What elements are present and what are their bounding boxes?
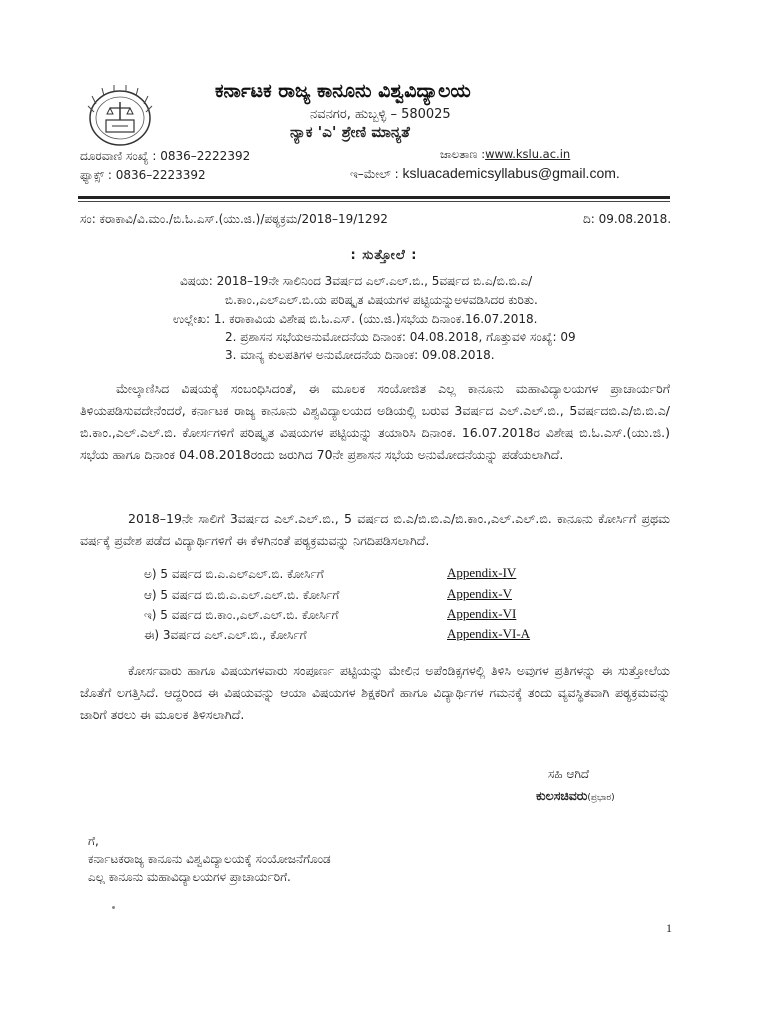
body-paragraph-1: ಮೇಲ್ಕಾಣಿಸಿದ ವಿಷಯಕ್ಕೆ ಸಂಬಂಧಿಸಿದಂತೆ, ಈ ಮೂಲಕ ಸಂಯೋಜಿತ ಎಲ್ಲ ಕಾನೂನು ಮಹಾವಿದ್ಯಾಲಯಗಳ ಪ್ರಾಚಾರ್ಯರಿಗೆ ತಿಳಿಯಪಡಿಸುವದೇನೆಂದರೆ, ಕರ್ನಾಟಕ ರಾಜ್ಯ ಕಾನೂನು ವಿಶ್ವವಿದ್ಯಾಲಯದ ಅಡಿಯಲ್ಲಿ ಬರುವ 3ವರ್ಷದ ಎಲ್.ಎಲ್.ಬಿ., 5ವರ್ಷದಬಿ.ಎ/ಬಿ.ಬಿ.ಎ/ಬಿ.ಕಾಂ.,ಎಲ್.ಎಲ್.ಬಿ. ಕೋರ್ಸಗಳಿಗೆ ಪರಿಷ್ಕೃತ ವಿಷಯಗಳ ಪಟ್ಟಿಯನ್ನು ತಯಾರಿಸಿ ದಿನಾಂಕ. 16.07.2018ರ ವಿಶೇಷ ಬಿ.ಓ.ಎಸ್.(ಯು.ಜಿ.) ಸಭೆಯ ಹಾಗೂ ದಿನಾಂಕ 04.08.2018ರಂದು ಜರುಗಿದ 70ನೇ ಪ್ರಶಾಸನ ಸಭೆಯ ಅನುಮೋದನೆಯನ್ನು ಪಡೆಯಲಾಗಿದೆ. [80,381,670,462]
registrar-title [536,788,615,804]
circular-title: : ಸುತ್ತೋಲೆ : [350,248,418,263]
registrar-name: ಕುಲಸಚಿವರು [536,788,588,803]
email-line [350,165,620,182]
naac-accreditation: ನ್ಯಾಕ 'ಎ' ಶ್ರೇಣಿ ಮಾನ್ಯತೆ [290,123,410,141]
signed-note: ಸಹಿ ಆಗಿದೆ [548,767,590,781]
subject-line-1: ವಿಷಯ: 2018–19ನೇ ಸಾಲಿನಿಂದ 3ವರ್ಷದ ಎಲ್.ಎಲ್.ಬಿ., 5ವರ್ಷದ ಬಿ.ಎ/ಬಿ.ಬಿ.ಎ/ [180,274,533,288]
scan-speck [112,906,115,909]
body-paragraph-2: 2018–19ನೇ ಸಾಲಿಗೆ 3ವರ್ಷದ ಎಲ್.ಎಲ್.ಬಿ., 5 ವರ್ಷದ ಬಿ.ಎ/ಬಿ.ಬಿ.ಎ/ಬಿ.ಕಾಂ.,ಎಲ್.ಎಲ್.ಬಿ. ಕಾನೂನು ಕೋರ್ಸಿಗೆ ಪ್ರಥಮ ವರ್ಷಕ್ಕೆ ಪ್ರವೇಶ ಪಡೆದ ವಿದ್ಯಾರ್ಥಿಗಳಿಗೆ ಈ ಕೆಳಗಿನಂತೆ ಪಠ್ಯಕ್ರಮವನ್ನು ನಿಗದಿಪಡಿಸಲಾಗಿದೆ. [80,511,670,548]
university-name: ಕರ್ನಾಟಕ ರಾಜ್ಯ ಕಾನೂನು ವಿಶ್ವವಿದ್ಯಾಲಯ [215,80,471,102]
recipient-line-1: ಕರ್ನಾಟಕರಾಜ್ಯ ಕಾನೂನು ವಿಶ್ವವಿದ್ಯಾಲಯಕ್ಕೆ ಸಂಯೋಜನೆಗೊಂಡ [88,852,331,866]
registrar-incharge: (ಪ್ರಭಾರ) [587,793,615,803]
appendix-link[interactable]: Appendix-VI [447,606,517,621]
appendix-link[interactable]: Appendix-VI-A [447,626,531,641]
reference-number: ಸಂ: ಕರಾಕಾವಿ/ವಿ.ಮಂ./ಬಿ.ಓ.ಎಸ್.(ಯು.ಜಿ.)/ಪಠ್ಯಕ್ರಮ/2018–19/1292 [80,212,388,226]
appendix-item-label: ಈ) 3ವರ್ಷದ ಎಲ್.ಎಲ್.ಬಿ., ಕೋರ್ಸಿಗೆ [144,628,307,642]
letter-date: ದಿ: 09.08.2018. [583,212,672,226]
website-label: ಜಾಲತಾಣ : [440,147,486,161]
appendix-link[interactable]: Appendix-V [447,586,512,601]
reference-line-3: 3. ಮಾನ್ಯ ಕುಲಪತಿಗಳ ಅನುಮೋದನೆಯ ದಿನಾಂಕ: 09.08.2018. [225,348,495,362]
appendix-link[interactable]: Appendix-IV [447,565,517,580]
fax-number: ಫ್ಯಾಕ್ಸ್ : 0836–2223392 [80,168,206,182]
website-line [440,147,570,162]
header-divider [78,196,670,199]
subject-line-2: ಬಿ.ಕಾಂ.,ಎಲ್ಎಲ್.ಬಿ.ಯ ಪರಿಷ್ಕೃತ ವಿಷಯಗಳ ಪಟ್ಟಿಯನ್ನುಅಳವಡಿಸಿದರ ಕುರಿತು. [225,293,538,307]
page-number: 1 [666,921,672,935]
email-label: ಇ–ಮೇಲ್ : [350,167,399,181]
phone-number: ದೂರವಾಣಿ ಸಂಖ್ಯೆ : 0836–2222392 [80,149,251,163]
university-address: ನವನಗರ, ಹುಬ್ಬಳ್ಳಿ – 580025 [310,107,451,122]
recipient-line-2: ಎಲ್ಲ ಕಾನೂನು ಮಹಾವಿದ್ಯಾಲಯಗಳ ಪ್ರಾಚಾರ್ಯರಿಗೆ. [88,870,291,884]
appendix-item-label: ಇ) 5 ವರ್ಷದ ಬಿ.ಕಾಂ.,ಎಲ್.ಎಲ್.ಬಿ. ಕೋರ್ಸಿಗೆ [144,608,339,622]
appendix-item-label: ಅ) 5 ವರ್ಷದ ಬಿ.ಎ.ಎಲ್ಎಲ್.ಬಿ. ಕೋರ್ಸಿಗೆ [144,567,324,581]
body-paragraph-3: ಕೋರ್ಸವಾರು ಹಾಗೂ ವಿಷಯಗಳವಾರು ಸಂಪೂರ್ಣ ಪಟ್ಟಿಯನ್ನು ಮೇಲಿನ ಅಪೆಂಡಿಕ್ಸಗಳಲ್ಲಿ ತಿಳಿಸಿ ಅವುಗಳ ಪ್ರತಿಗಳನ್ನು ಈ ಸುತ್ತೋಲೆಯ ಜೊತೆಗೆ ಲಗತ್ತಿಸಿದೆ. ಆದ್ದರಿಂದ ಈ ವಿಷಯವನ್ನು ಆಯಾ ವಿಷಯಗಳ ಶಿಕ್ಷಕರಿಗೆ ಹಾಗೂ ವಿದ್ಯಾರ್ಥಿಗಳ ಗಮನಕ್ಕೆ ತಂದು ವ್ಯವಸ್ಥಿತವಾಗಿ ಪಠ್ಯಕ್ರಮವನ್ನು ಜಾರಿಗೆ ತರಲು ಈ ಮೂಲಕ ತಿಳಿಸಲಾಗಿದೆ. [80,663,670,722]
header-divider-thin [78,201,670,202]
email-address[interactable]: ksluacademicsyllabus@gmail.com. [402,165,620,181]
website-link[interactable]: www.kslu.ac.in [485,147,571,161]
recipient-to: ಗೆ, [88,834,99,848]
university-seal-icon [82,82,158,150]
appendix-item-label: ಆ) 5 ವರ್ಷದ ಬಿ.ಬಿ.ಎ.ಎಲ್.ಎಲ್.ಬಿ. ಕೋರ್ಸಿಗೆ [144,588,340,602]
reference-line-1: ಉಲ್ಲೇಖ: 1. ಕರಾಕಾವಿಯ ವಿಶೇಷ ಬಿ.ಓ.ಎಸ್. (ಯು.ಜಿ.)ಸಭೆಯ ದಿನಾಂಕ.16.07.2018. [173,312,538,326]
reference-line-2: 2. ಪ್ರಶಾಸನ ಸಭೆಯಅನುಮೋದನೆಯ ದಿನಾಂಕ: 04.08.2018, ಗೊತ್ತುವಳಿ ಸಂಖ್ಯೆ: 09 [225,330,576,344]
